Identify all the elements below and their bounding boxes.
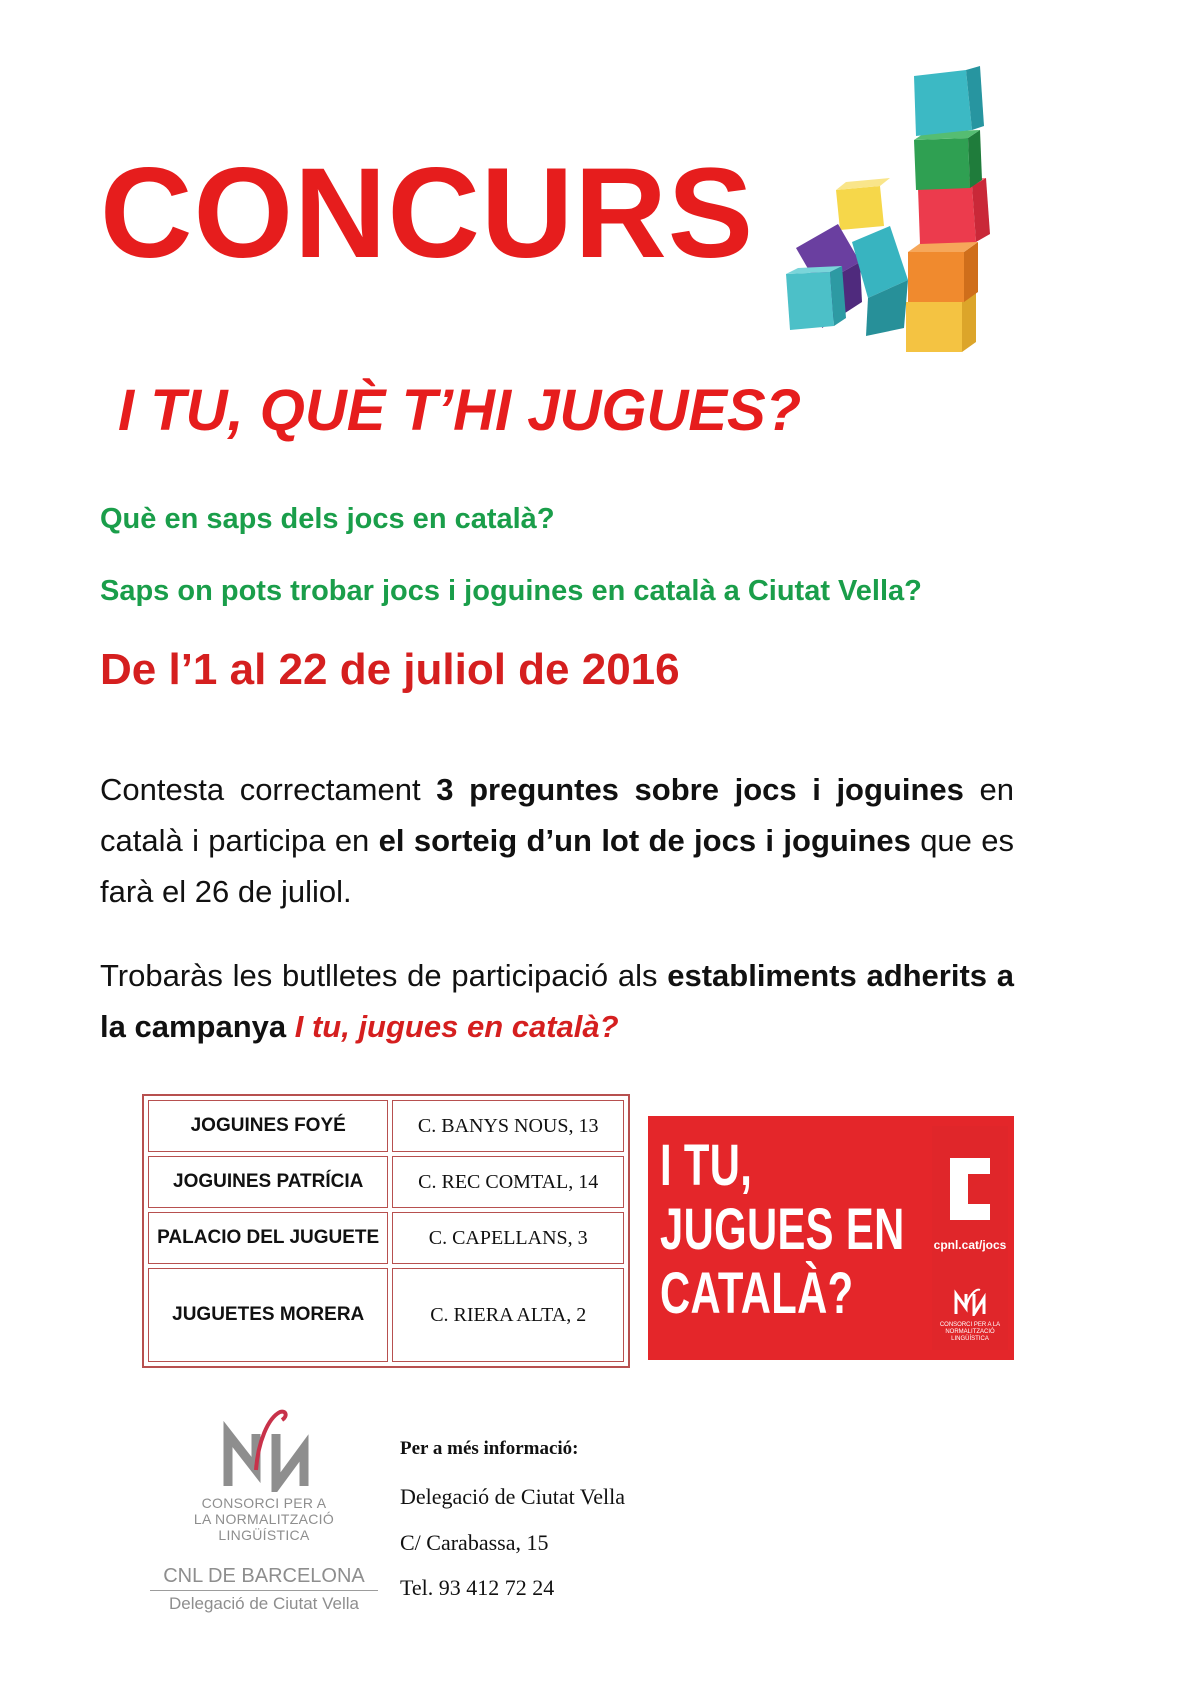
shop-name: JOGUINES PATRÍCIA [148, 1156, 388, 1208]
cnl-delegation: Delegació de Ciutat Vella [169, 1594, 359, 1613]
badge-line-3: CATALÀ? [660, 1261, 854, 1326]
question-1: Què en saps dels jocs en català? [100, 503, 555, 535]
desc-text-1: Contesta correctament [100, 772, 437, 807]
block-teal-left [786, 266, 846, 330]
cnl-line-1: CONSORCI PER A [201, 1495, 327, 1511]
info-delegation: Delegació de Ciutat Vella [400, 1484, 626, 1509]
info-heading: Per a més informació: [400, 1438, 579, 1459]
info-address: C/ Carabassa, 15 [400, 1530, 549, 1555]
contest-dates: De l’1 al 22 de juliol de 2016 [100, 645, 680, 694]
badge-sidebar [932, 1126, 1008, 1350]
cnl-city: CNL DE BARCELONA [163, 1565, 365, 1587]
cnl-line-3: LINGÜÍSTICA [218, 1527, 310, 1543]
shops-table [142, 1094, 630, 1368]
cnl-consorci-text [150, 1495, 378, 1543]
toy-blocks-illustration [786, 66, 1026, 366]
badge-line-2: JUGUES EN [660, 1197, 905, 1262]
page-subtitle: I TU, QUÈ T’HI JUGUES? [118, 378, 802, 443]
cpnl-c-logo-icon [946, 1154, 994, 1224]
badge-line-1: I TU, [660, 1133, 753, 1198]
shop-name: PALACIO DEL JUGUETE [148, 1212, 388, 1264]
shop-address: C. REC COMTAL, 14 [392, 1156, 624, 1208]
desc-bold-2: el sorteig d’un lot de jocs i joguines [378, 823, 911, 858]
consorci-logo-icon [954, 1286, 986, 1316]
table-row [148, 1100, 624, 1152]
shop-name: JUGUETES MORERA [148, 1268, 388, 1362]
block-orange [908, 242, 978, 302]
table-row [148, 1212, 624, 1264]
block-teal-top [914, 66, 984, 136]
block-green [914, 130, 982, 190]
shop-address: C. RIERA ALTA, 2 [392, 1268, 624, 1362]
participation-bold: establiments adherits a la campanya [100, 958, 1015, 1044]
participation-text: Trobaràs les butlletes de participació als [100, 958, 668, 993]
table-row [148, 1156, 624, 1208]
cnl-line-2: LA NORMALITZACIÓ [193, 1511, 335, 1527]
page-title: CONCURS [100, 142, 755, 285]
participation-info [100, 950, 1014, 1052]
block-yellow-small [836, 178, 890, 230]
question-2: Saps on pots trobar jocs i joguines en català a Ciutat Vella? [100, 575, 922, 607]
shop-name: JOGUINES FOYÉ [148, 1100, 388, 1152]
cnl-logo-icon [222, 1408, 312, 1492]
desc-bold-1: 3 preguntes sobre jocs i joguines [436, 772, 964, 807]
cnl-divider [150, 1590, 378, 1591]
badge-url: cpnl.cat/jocs [933, 1238, 1007, 1252]
desc-text-2: en català i participa en [100, 772, 1015, 858]
desc-text-3: que es farà el 26 de juliol. [100, 823, 1014, 909]
shop-address: C. CAPELLANS, 3 [392, 1212, 624, 1264]
badge-headline [660, 1134, 905, 1326]
campaign-badge [648, 1116, 1014, 1360]
contest-description [100, 764, 1014, 917]
info-phone: Tel. 93 412 72 24 [400, 1575, 555, 1600]
table-row [148, 1268, 624, 1362]
campaign-name: I tu, jugues en català? [294, 1009, 619, 1044]
participation-space [286, 1009, 295, 1044]
badge-consorci-text: CONSORCI PER A LA NORMALITZACIÓ LINGÜÍSTICA [939, 1322, 1001, 1342]
shop-address: C. BANYS NOUS, 13 [392, 1100, 624, 1152]
